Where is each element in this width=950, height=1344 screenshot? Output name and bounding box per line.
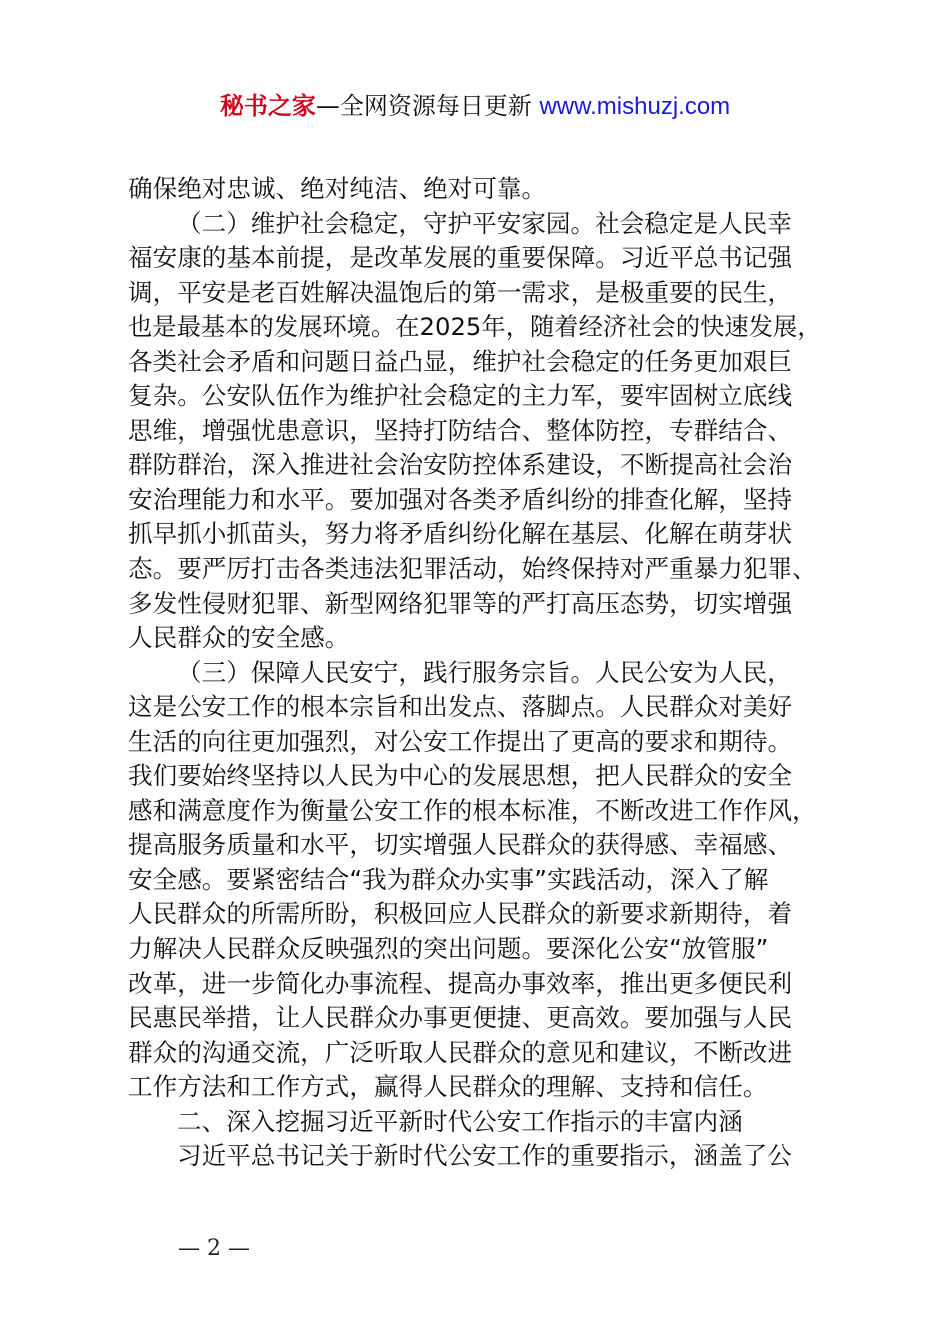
page-number: — 2 —	[178, 1236, 250, 1261]
text-line: 多发性侵财犯罪、新型网络犯罪等的严打高压态势，切实增强	[128, 588, 793, 618]
text-line: 态。要严厉打击各类违法犯罪活动，始终保持对严重暴力犯罪、	[128, 554, 817, 584]
text-line: 抓早抓小抓苗头，努力将矛盾纠纷化解在基层、化解在萌芽状	[128, 519, 793, 549]
text-line: 我们要始终坚持以人民为中心的发展思想，把人民群众的安全	[128, 761, 793, 791]
site-url-link[interactable]: www.mishuzj.com	[539, 93, 731, 120]
text-line: 这是公安工作的根本宗旨和出发点、落脚点。人民群众对美好	[128, 692, 793, 722]
text-line: 工作方法和工作方式，赢得人民群众的理解、支持和信任。	[128, 1072, 768, 1102]
text-line: 生活的向往更加强烈，对公安工作提出了更高的要求和期待。	[128, 726, 793, 756]
text-line: 复杂。公安队伍作为维护社会稳定的主力军，要牢固树立底线	[128, 381, 793, 411]
text-line: 安全感。要紧密结合“我为群众办实事”实践活动，深入了解	[128, 864, 769, 894]
text-line: 思维，增强忧患意识，坚持打防结合、整体防控，专群结合、	[128, 415, 793, 445]
text-line: 各类社会矛盾和问题日益凸显，维护社会稳定的任务更加艰巨	[128, 346, 793, 376]
document-body	[128, 172, 828, 1174]
text-line: 调，平安是老百姓解决温饱后的第一需求，是极重要的民生，	[128, 277, 793, 307]
text-line: 群众的沟通交流，广泛听取人民群众的意见和建议，不断改进	[128, 1037, 793, 1067]
site-slogan: —全网资源每日更新	[315, 92, 532, 120]
chapter-heading: 二、深入挖掘习近平新时代公安工作指示的丰富内涵	[177, 1106, 743, 1136]
text-line: 安治理能力和水平。要加强对各类矛盾纠纷的排查化解，坚持	[128, 484, 793, 514]
text-line: 习近平总书记关于新时代公安工作的重要指示，涵盖了公	[177, 1141, 792, 1171]
section-heading: （二）维护社会稳定，守护平安家园。社会稳定是人民幸	[177, 208, 792, 238]
site-header	[0, 86, 950, 121]
text-line: 感和满意度作为衡量公安工作的根本标准，不断改进工作作风，	[128, 795, 817, 825]
text-line: 力解决人民群众反映强烈的突出问题。要深化公安“放管服”	[128, 934, 769, 964]
text-line: 提高服务质量和水平，切实增强人民群众的获得感、幸福感、	[128, 830, 793, 860]
text-line: 人民群众的所需所盼，积极回应人民群众的新要求新期待，着	[128, 899, 793, 929]
section-heading: （三）保障人民安宁，践行服务宗旨。人民公安为人民，	[177, 657, 792, 687]
text-line: 也是最基本的发展环境。在2025年，随着经济社会的快速发展，	[128, 312, 822, 342]
text-line: 确保绝对忠诚、绝对纯洁、绝对可靠。	[128, 174, 547, 203]
site-brand: 秘书之家	[219, 92, 316, 120]
text-line: 民惠民举措，让人民群众办事更便捷、更高效。要加强与人民	[128, 1003, 793, 1033]
text-line: 人民群众的安全感。	[128, 623, 350, 653]
text-line: 改革，进一步简化办事流程、提高办事效率，推出更多便民利	[128, 968, 793, 998]
text-line: 群防群治，深入推进社会治安防控体系建设，不断提高社会治	[128, 450, 793, 480]
text-line: 福安康的基本前提，是改革发展的重要保障。习近平总书记强	[128, 243, 793, 273]
